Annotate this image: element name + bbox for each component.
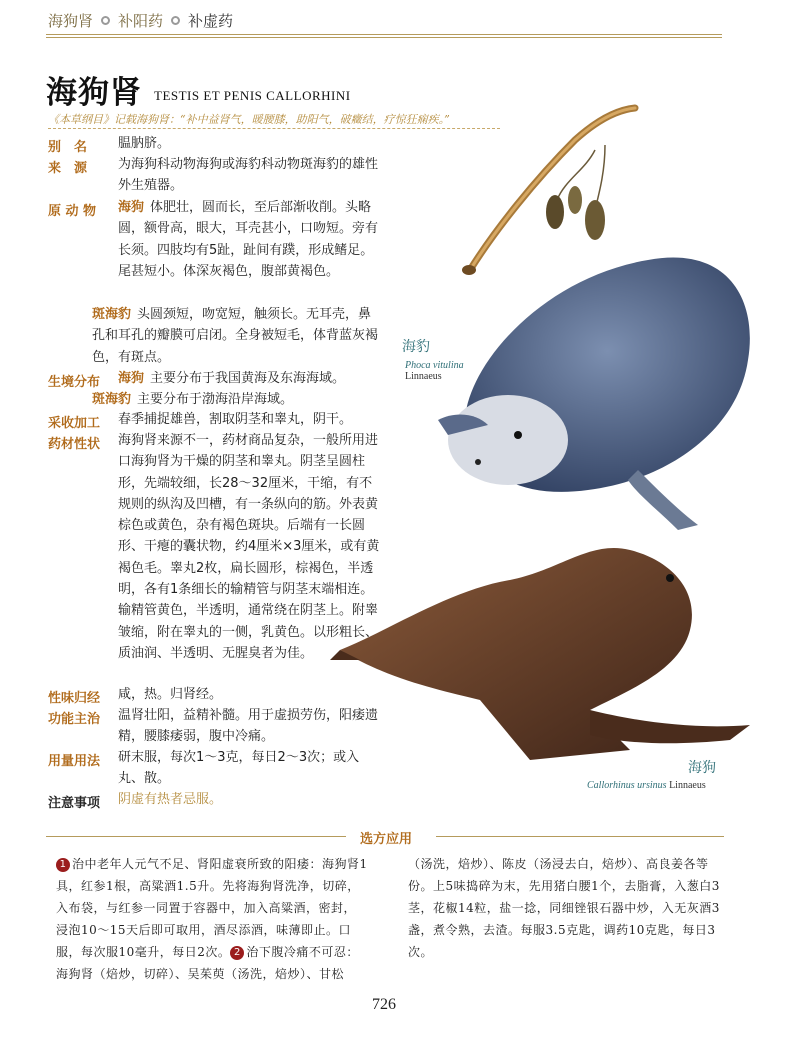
source-text: 为海狗科动物海狗或海豹科动物斑海豹的雄性外生殖器。 (118, 157, 379, 194)
origin-sub-label: 海狗 (118, 200, 145, 215)
origin-label: 原 动 物 (48, 204, 97, 219)
origin-sub-label: 斑海豹 (92, 307, 132, 322)
bullet-icon (171, 16, 180, 25)
header-rule (46, 37, 722, 38)
breadcrumb-item[interactable]: 海狗肾 (48, 12, 94, 30)
latin-name: TESTIS ET PENIS CALLORHINI (154, 88, 351, 103)
distribution-sub-label: 斑海豹 (92, 392, 132, 407)
alias-text: 腽肭脐。 (118, 136, 171, 151)
breadcrumb (48, 10, 233, 31)
function-label: 功能主治 (48, 712, 101, 727)
distribution-text-1 (118, 368, 380, 389)
seal2-caption-latin: Callorhinus ursinus Linnaeus (587, 780, 706, 791)
bullet-icon (101, 16, 110, 25)
prescription-left-column (56, 853, 368, 985)
breadcrumb-item[interactable]: 补阳药 (118, 12, 164, 30)
prescription-2-text-b: （汤洗，焙炒）、陈皮（汤浸去白，焙炒）、高良姜各等份。上5味捣碎为末，先用猪白腰1个，去脂膏，入葱白3茎，花椒14粒，盐一捻，同细锉银石器中炒，入无灰酒3盏，煮令熟，去渣。每服3.5克匙，调药10克匙，每日3次。 (408, 857, 720, 959)
caution-label: 注意事项 (48, 796, 101, 811)
distribution-desc: 主要分布于我国黄海及东海海域。 (150, 371, 346, 386)
divider (48, 128, 500, 129)
number-badge-icon: 1 (56, 858, 70, 872)
usage-label: 用量用法 (48, 754, 101, 769)
prescription-1-text: 治中老年人元气不足、肾阳虚衰所致的阳痿：海狗肾1具，红参1根，高粱酒1.5升。先将海狗肾洗净，切碎，入布袋，与红参一同置于容器中，加入高粱酒，密封，浸泡10～15天后即可取用，酒尽添酒，味薄即止。口服，每次服10毫升，每日2次。 (56, 857, 368, 959)
seal1-caption-latin: Phoca vitulina Linnaeus (405, 360, 464, 382)
function-text: 温肾壮阳，益精补髓。用于虚损劳伤，阳痿遗精，腰膝痿弱，腹中冷痛。 (118, 708, 379, 745)
harbor-seal-illustration (408, 240, 768, 540)
fur-seal-illustration (330, 520, 770, 780)
section-rule-left (46, 836, 346, 837)
seal2-caption-cn: 海狗 (688, 760, 716, 776)
alias-label: 别 名 (48, 140, 88, 155)
nature-label: 性味归经 (48, 691, 101, 706)
distribution-label: 生境分布 (48, 375, 101, 390)
harvest-label: 采收加工 (48, 416, 101, 431)
page-title: 海狗肾 (46, 75, 142, 111)
origin-text-2 (92, 304, 380, 368)
properties-text: 海狗肾来源不一，药材商品复杂，一般所用进口海狗肾为干燥的阴茎和睾丸。阴茎呈圆柱形，先端较细，长28～32厘米，干缩，有不规则的纵沟及凹槽，有一条纵向的筋。外表黄棕色或黄色，杂有褐色斑块。后端有一长圆形、干瘪的囊状物，约4厘米×3厘米，或有黄褐色毛。睾丸2枚，扁长圆形，棕褐色，半透明，各有1条细长的输精管与阴茎末端相连。输精管黄色，半透明，通常绕在阴茎上。附睾皱缩，附在睾丸的一侧，乳黄色。以形粗长、质油润、半透明、无腥臭者为佳。 (118, 433, 380, 661)
distribution-desc: 主要分布于渤海沿岸海域。 (137, 392, 294, 407)
prescription-right-column (408, 853, 724, 963)
quote-text: 《本草纲目》记载海狗肾：“补中益肾气，暖腰膝，助阳气，破癥结，疗惊狂痫疾。” (48, 113, 450, 126)
source-label: 来 源 (48, 161, 88, 176)
origin-text-1 (118, 197, 380, 282)
properties-label: 药材性状 (48, 437, 101, 452)
section-title: 选方应用 (360, 832, 413, 847)
distribution-sub-label: 海狗 (118, 371, 145, 386)
breadcrumb-item[interactable]: 补虚药 (188, 12, 234, 30)
number-badge-icon: 2 (230, 946, 244, 960)
usage-text: 研末服，每次1～3克，每日2～3次；或入丸、散。 (118, 750, 360, 787)
caution-text: 阴虚有热者忌服。 (118, 792, 223, 807)
page-number: 726 (372, 996, 396, 1013)
harvest-text: 春季捕捉雄兽，割取阴茎和睾丸，阴干。 (118, 412, 353, 427)
section-rule-right (436, 836, 724, 837)
header-rule (46, 34, 722, 35)
prescription-2-text-a: 治下腹冷痛不可忍：海狗肾（焙炒，切碎）、吴茱萸（汤洗，焙炒）、甘松 (56, 945, 359, 981)
seal1-caption-cn: 海豹 (402, 339, 430, 355)
origin-desc: 头圆颈短，吻宽短，触须长。无耳壳，鼻孔和耳孔的瓣膜可启闭。全身被短毛，体背蓝灰褐色，有斑点。 (92, 307, 379, 365)
distribution-text-2 (92, 389, 380, 410)
origin-desc: 体肥壮，圆而长，至后部渐收削。头略圆，额骨高，眼大，耳壳甚小，口吻短。旁有长须。四肢均有5趾，趾间有蹼，形成鳍足。尾甚短小。体深灰褐色，腹部黄褐色。 (118, 200, 379, 279)
nature-text: 咸，热。归肾经。 (118, 687, 223, 702)
